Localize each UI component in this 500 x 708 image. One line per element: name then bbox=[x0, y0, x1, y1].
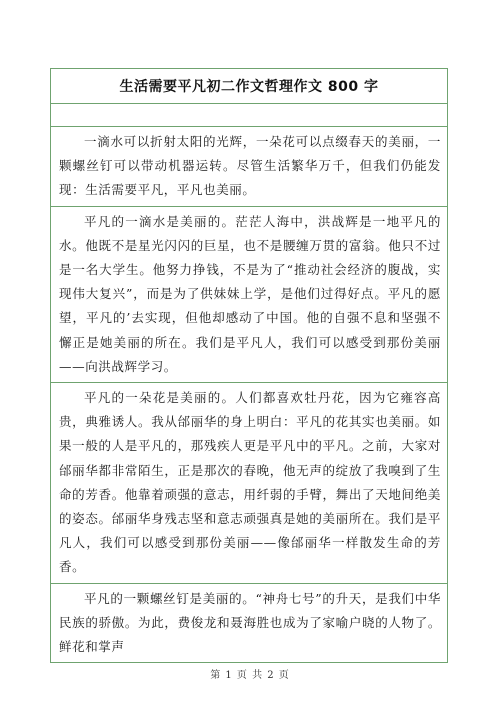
paragraph-2: 平凡的一滴水是美丽的。茫茫人海中，洪战辉是一地平凡的水。他既不是星光闪闪的巨星，也不是腰缠万贯的富翁。他只不过是一名大学生。他努力挣钱，不是为了“推动社会经济的腹战，实现伟大复兴”，而是为了供妹妹上学，是他们过得好点。平凡的愿望，平凡的’去实现，但他却感动了中国。他的自强不息和坚强不懈正是她美丽的所在。我们是平凡人，我们可以感受到那份美丽——向洪战辉学习。 bbox=[51, 207, 447, 383]
paragraph-3: 平凡的一朵花是美丽的。人们都喜欢牡丹花，因为它雍容高贵，典雅诱人。我从邰丽华的身上明白：平凡的花其实也美丽。如果一般的人是平凡的，那残疾人更是平凡中的平凡。之前，大家对邰丽华都非常陌生，正是那次的春晚，他无声的绽放了我嗅到了生命的芳香。他靠着顽强的意志，用纤弱的手臂，舞出了天地间绝美的姿态。邰丽华身残志坚和意志顽强真是她的美丽所在。我们是平凡人，我们可以感受到那份美丽——像邰丽华一样散发生命的芳香。 bbox=[51, 383, 447, 584]
essay-table bbox=[50, 68, 448, 663]
blank-row bbox=[51, 104, 447, 127]
paragraph-1: 一滴水可以折射太阳的光辉，一朵花可以点缀春天的美丽，一颗螺丝钉可以带动机器运转。尽管生活繁华万千，但我们仍能发现：生活需要平凡，平凡也美丽。 bbox=[51, 127, 447, 207]
essay-title: 生活需要平凡初二作文哲理作文 800 字 bbox=[119, 79, 379, 95]
title-row bbox=[51, 69, 447, 104]
paragraph-4: 平凡的一颗螺丝钉是美丽的。“神舟七号”的升天，是我们中华民族的骄傲。为此，费俊龙和聂海胜也成为了家喻户晓的人物了。鲜花和掌声 bbox=[59, 590, 441, 655]
page-footer: 第 1 页 共 2 页 bbox=[210, 670, 290, 681]
